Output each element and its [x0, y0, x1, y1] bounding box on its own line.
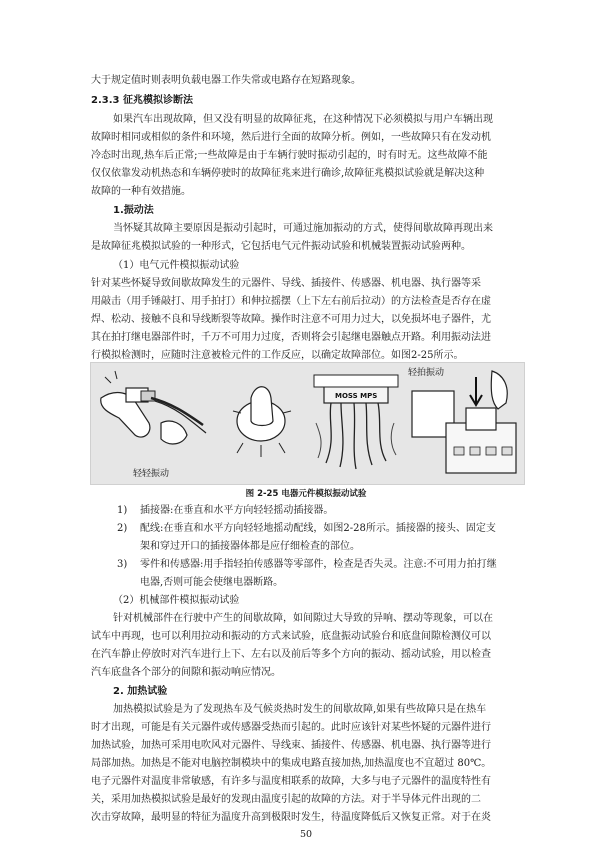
intro-line: 故障时相同或相似的条件和环境，然后进行全面的故障分析。例如，一些故障只有在发动机 [91, 132, 491, 143]
subsection-heading-vibration: 1.振动法 [113, 205, 154, 216]
wire-harness-illustration [306, 363, 406, 484]
item1-heading: （1）电气元件模拟振动试验 [113, 260, 240, 271]
figure-label-light-tap: 轻拍振动 [408, 368, 445, 378]
finger-tap-illustration [221, 363, 301, 484]
page-number: 50 [299, 829, 313, 840]
item2-line: 试车中再现，也可以利用拉动和振动的方式来试验，底盘振动试验台和底盘间隙检测仪可以 [91, 631, 491, 642]
heating-line: 加热试验，加热可采用电吹风对元器件、导线束、插接件、传感器、机电器、执行器等进行 [91, 740, 491, 751]
list-item-text: 配线:在垂直和水平方向轻轻地摇动配线，如图2-28所示。插接器的接头、固定支 [140, 523, 496, 534]
heating-line: 次击穿故障，最明显的特征为温度升高到极限时发生，待温度降低后又恢复正常。对于在炎 [91, 812, 491, 823]
list-item-text: 零件和传感器:用手指轻拍传感器等零部件，检查是否失灵。注意:不可用力拍打继 [140, 559, 497, 570]
list-item-text: 架和穿过开口的插接器体都是应仔细检查的部位。 [140, 541, 360, 552]
heating-line: 电子元器件对温度非常敏感，有许多与温度相联系的故障，大多与电子元器件的温度特性有 [91, 776, 491, 787]
item2-heading: （2）机械部件模拟振动试验 [113, 595, 240, 606]
relay-tap-illustration [406, 363, 524, 484]
intro-line: 冷态时出现,热车后正常;一些故障是由于车辆行驶时振动引起的，时有时无。这些故障不能 [91, 150, 488, 161]
figure-caption: 图 2-25 电器元件模拟振动试验 [245, 489, 367, 499]
subsection-heading-heating: 2. 加热试验 [113, 686, 168, 697]
intro-line: 故障的一种有效措施。 [91, 186, 191, 197]
list-item-text: 电器,否则可能会使继电器断路。 [140, 577, 284, 588]
continuation-line: 大于规定值时则表明负载电器工作失常或电路存在短路现象。 [91, 75, 361, 86]
list-item-number: 1) [117, 505, 128, 516]
item2-line: 针对机械部件在行驶中产生的间歇故障，如间隙过大导致的异响、摆动等现象，可以在 [113, 613, 493, 624]
intro-line: 如果汽车出现故障，但又没有明显的故障征兆，在这种情况下必须模拟与用户车辆出现 [113, 114, 493, 125]
heating-line: 关，采用加热模拟试验是最好的发现由温度引起的故障的方法。对于半导体元件出现的二 [91, 794, 481, 805]
item1-line: 行模拟检测时，应随时注意被检元件的工作反应，以确定故障部位。如图2-25所示。 [91, 350, 464, 361]
list-item-number: 2) [117, 523, 128, 534]
figure-connector-text: MOSS MPS [335, 392, 378, 400]
section-heading: 2.3.3 征兆模拟诊断法 [91, 95, 193, 106]
list-item-text: 插接器:在垂直和水平方向轻轻摇动插接器。 [140, 505, 334, 516]
figure-vibration-test [90, 362, 525, 485]
heating-line: 时才出现，可能是有关元器件或传感器受热而引起的。此时应该针对某些怀疑的元器件进行 [91, 722, 491, 733]
vibration-line: 是故障征兆模拟试验的一种形式，它包括电气元件振动试验和机械装置振动试验两种。 [91, 241, 471, 252]
item2-line: 在汽车静止停放时对汽车进行上下、左右以及前后等多个方向的振动、摇动试验，用以检查 [91, 649, 491, 660]
figure-label-gentle-shake: 轻轻振动 [133, 469, 170, 479]
item1-line: 焊、松动、接触不良和导线断裂等故障。操作时注意不可用力过大，以免损坏电子器件，尤 [91, 314, 491, 325]
intro-line: 仅仅依靠发动机热态和车辆停驶时的故障征兆来进行确诊,故障征兆模拟试验就是解决这种 [91, 168, 485, 179]
heating-line: 加热模拟试验是为了发现热车及气候炎热时发生的间歇故障,如果有些故障只是在热车 [113, 704, 487, 715]
item1-line: 针对某些怀疑导致间歇故障发生的元器件、导线、插接件、传感器、机电器、执行器等采 [91, 278, 481, 289]
item1-line: 用敲击（用手锤敲打、用手拍打）和伸拉摇摆（上下左右前后拉动）的方法检查是否存在虚 [91, 296, 491, 307]
item1-line: 其在拍打继电器部件时，千万不可用力过度，否则将会引起继电器触点开路。利用振动法进 [91, 332, 491, 343]
list-item-number: 3) [117, 559, 128, 570]
vibration-line: 当怀疑其故障主要原因是振动引起时，可通过施加振动的方式，使得间歇故障再现出来 [113, 223, 493, 234]
heating-line: 局部加热。加热是不能对电脑控制模块中的集成电路直接加热,加热温度也不宜超过 80℃。 [91, 758, 492, 769]
item2-line: 汽车底盘各个部分的间隙和振动响应情况。 [91, 667, 281, 678]
